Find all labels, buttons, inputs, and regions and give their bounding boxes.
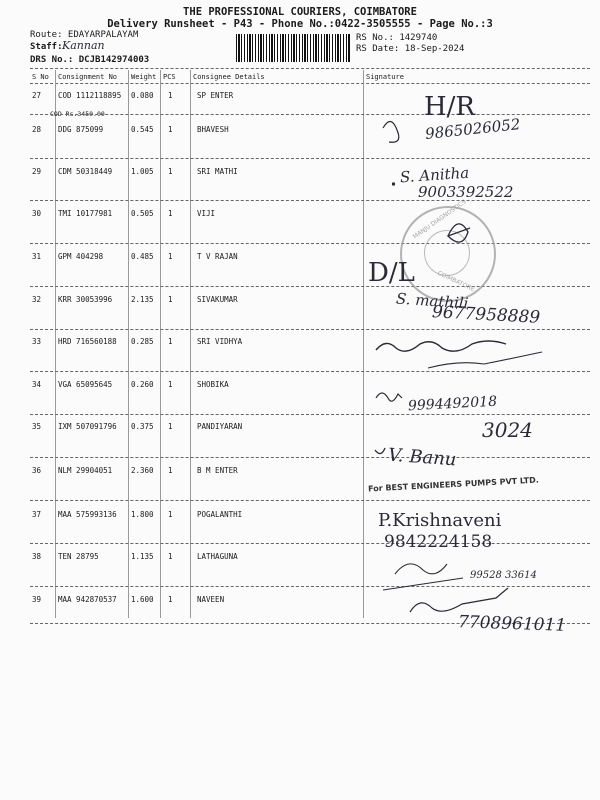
row-consignment-no: MAA 942870537 (58, 595, 117, 604)
signature-handwriting: 7708961011 (457, 612, 567, 636)
row-consignment-no: HRD 716560188 (58, 337, 117, 346)
row-note: COD Rs.3450.00 (50, 110, 105, 118)
row-sno: 33 (32, 337, 42, 346)
signature-handwriting: 3024 (482, 418, 533, 442)
row-consignment-no: CDM 50318449 (58, 167, 113, 176)
row-consignee: SRI VIDHYA (197, 337, 243, 346)
row-sno: 28 (32, 125, 42, 134)
row-divider (30, 371, 590, 372)
row-weight: 2.360 (131, 466, 154, 475)
column-divider (190, 70, 191, 618)
signature-scribble (395, 564, 447, 574)
signature-scribble (410, 588, 508, 612)
row-consignment-no: GPM 404298 (58, 252, 104, 261)
signature-scribble (383, 578, 463, 590)
row-weight: 1.800 (131, 510, 154, 519)
signature-handwriting: 9003392522 (418, 183, 514, 201)
column-divider (55, 70, 56, 618)
row-consignment-no: IXM 507091796 (58, 422, 117, 431)
row-consignment-no: VGA 65095645 (58, 380, 113, 389)
rs-date: RS Date: 18-Sep-2024 (356, 44, 465, 54)
route-label: Route: EDAYARPALAYAM (30, 30, 139, 40)
row-consignee: VIJI (197, 209, 216, 218)
row-divider (30, 457, 590, 458)
signature-scribble (376, 341, 506, 351)
row-divider (30, 500, 590, 501)
row-consignee: SHOBIKA (197, 380, 229, 389)
column-divider (128, 70, 129, 618)
signature-handwriting: V. Banu (387, 444, 458, 471)
divider (30, 83, 590, 84)
col-header-consignee: Consignee Details (193, 73, 265, 81)
row-sno: 35 (32, 422, 42, 431)
row-consignee: T V RAJAN (197, 252, 238, 261)
row-weight: 2.135 (131, 295, 154, 304)
stamp-inner-ring (424, 230, 470, 276)
row-consignee: NAVEEN (197, 595, 225, 604)
row-pcs: 1 (168, 552, 173, 561)
signature-handwriting: 9994492018 (407, 393, 498, 415)
row-divider (30, 329, 590, 330)
row-consignee: PANDIYARAN (197, 422, 243, 431)
row-consignment-no: COD 1112118895 (58, 91, 122, 100)
row-consignee: LATHAGUNA (197, 552, 238, 561)
row-divider (30, 586, 590, 587)
row-pcs: 1 (168, 91, 173, 100)
barcode-icon (236, 34, 350, 62)
row-sno: 30 (32, 209, 42, 218)
row-sno: 36 (32, 466, 42, 475)
rs-number: RS No.: 1429740 (356, 33, 438, 43)
col-header-signature: Signature (366, 73, 404, 81)
row-consignment-no: MAA 575993136 (58, 510, 117, 519)
row-consignment-no: TEN 28795 (58, 552, 99, 561)
row-divider (30, 543, 590, 544)
row-pcs: 1 (168, 209, 173, 218)
col-header-consignment: Consignment No (58, 73, 118, 81)
signature-scribble (428, 352, 542, 368)
row-consignment-no: TMI 10177981 (58, 209, 113, 218)
signature-scribble (375, 448, 385, 454)
row-weight: 0.485 (131, 252, 154, 261)
row-sno: 29 (32, 167, 42, 176)
row-weight: 0.260 (131, 380, 154, 389)
row-pcs: 1 (168, 337, 173, 346)
row-consignee: SIVAKUMAR (197, 295, 238, 304)
row-sno: 39 (32, 595, 42, 604)
row-divider (30, 158, 590, 159)
row-sno: 27 (32, 91, 42, 100)
row-pcs: 1 (168, 422, 173, 431)
page-title: THE PROFESSIONAL COURIERS, COIMBATORE (183, 6, 417, 18)
row-weight: 1.005 (131, 167, 154, 176)
signature-handwriting: 99528 33614 (470, 570, 537, 581)
staff-handwritten-name: Kannan (62, 39, 105, 52)
signature-handwriting: 9842224158 (384, 532, 493, 552)
row-weight: 0.505 (131, 209, 154, 218)
row-pcs: 1 (168, 252, 173, 261)
row-pcs: 1 (168, 295, 173, 304)
col-header-sno: S No (32, 73, 49, 81)
signature-handwriting: D/L (368, 258, 415, 288)
staff-label: Staff: (30, 42, 63, 52)
row-consignee: BHAVESH (197, 125, 229, 134)
signature-handwriting: H/R (424, 92, 476, 122)
column-divider (363, 70, 364, 618)
row-divider (30, 243, 590, 244)
signature-handwriting: 9865026052 (424, 115, 522, 143)
row-consignment-no: NLM 29904051 (58, 466, 113, 475)
signature-handwriting: 9677958889 (431, 302, 541, 328)
row-pcs: 1 (168, 167, 173, 176)
row-sno: 32 (32, 295, 42, 304)
row-consignment-no: KRR 30053996 (58, 295, 113, 304)
row-weight: 0.080 (131, 91, 154, 100)
row-divider (30, 286, 590, 287)
drs-number: DRS No.: DCJB142974003 (30, 55, 150, 65)
row-consignment-no: DDG 875099 (58, 125, 104, 134)
row-sno: 38 (32, 552, 42, 561)
row-pcs: 1 (168, 595, 173, 604)
row-consignee: SRI MATHI (197, 167, 238, 176)
page-subtitle: Delivery Runsheet - P43 - Phone No.:0422-3505555 - Page No.:3 (107, 18, 493, 30)
row-sno: 31 (32, 252, 42, 261)
signature-scribble (383, 121, 399, 142)
signature-handwriting: P.Krishnaveni (378, 510, 502, 531)
row-sno: 34 (32, 380, 42, 389)
row-consignee: B M ENTER (197, 466, 238, 475)
row-sno: 37 (32, 510, 42, 519)
stamp-text-top: MANJU DIAGNOSTICS (411, 198, 468, 241)
row-pcs: 1 (168, 510, 173, 519)
row-pcs: 1 (168, 380, 173, 389)
row-weight: 1.600 (131, 595, 154, 604)
column-divider (160, 70, 161, 618)
col-header-weight: Weight (131, 73, 157, 81)
row-weight: 0.545 (131, 125, 154, 134)
row-weight: 0.285 (131, 337, 154, 346)
company-stamp-text: For BEST ENGINEERS PUMPS PVT LTD. (367, 475, 540, 494)
row-consignee: SP ENTER (197, 91, 234, 100)
row-divider (30, 414, 590, 415)
row-weight: 0.375 (131, 422, 154, 431)
stamp-text-bottom: COIMBATORE (436, 269, 476, 294)
row-pcs: 1 (168, 466, 173, 475)
signature-scribble (376, 393, 402, 401)
signature-handwriting: S. mathili (395, 289, 470, 313)
row-consignee: POGALANTHI (197, 510, 243, 519)
row-weight: 1.135 (131, 552, 154, 561)
col-header-pcs: PCS (163, 73, 176, 81)
row-pcs: 1 (168, 125, 173, 134)
signature-handwriting: S. Anitha (399, 163, 470, 187)
row-divider (30, 114, 590, 115)
divider (30, 68, 590, 69)
